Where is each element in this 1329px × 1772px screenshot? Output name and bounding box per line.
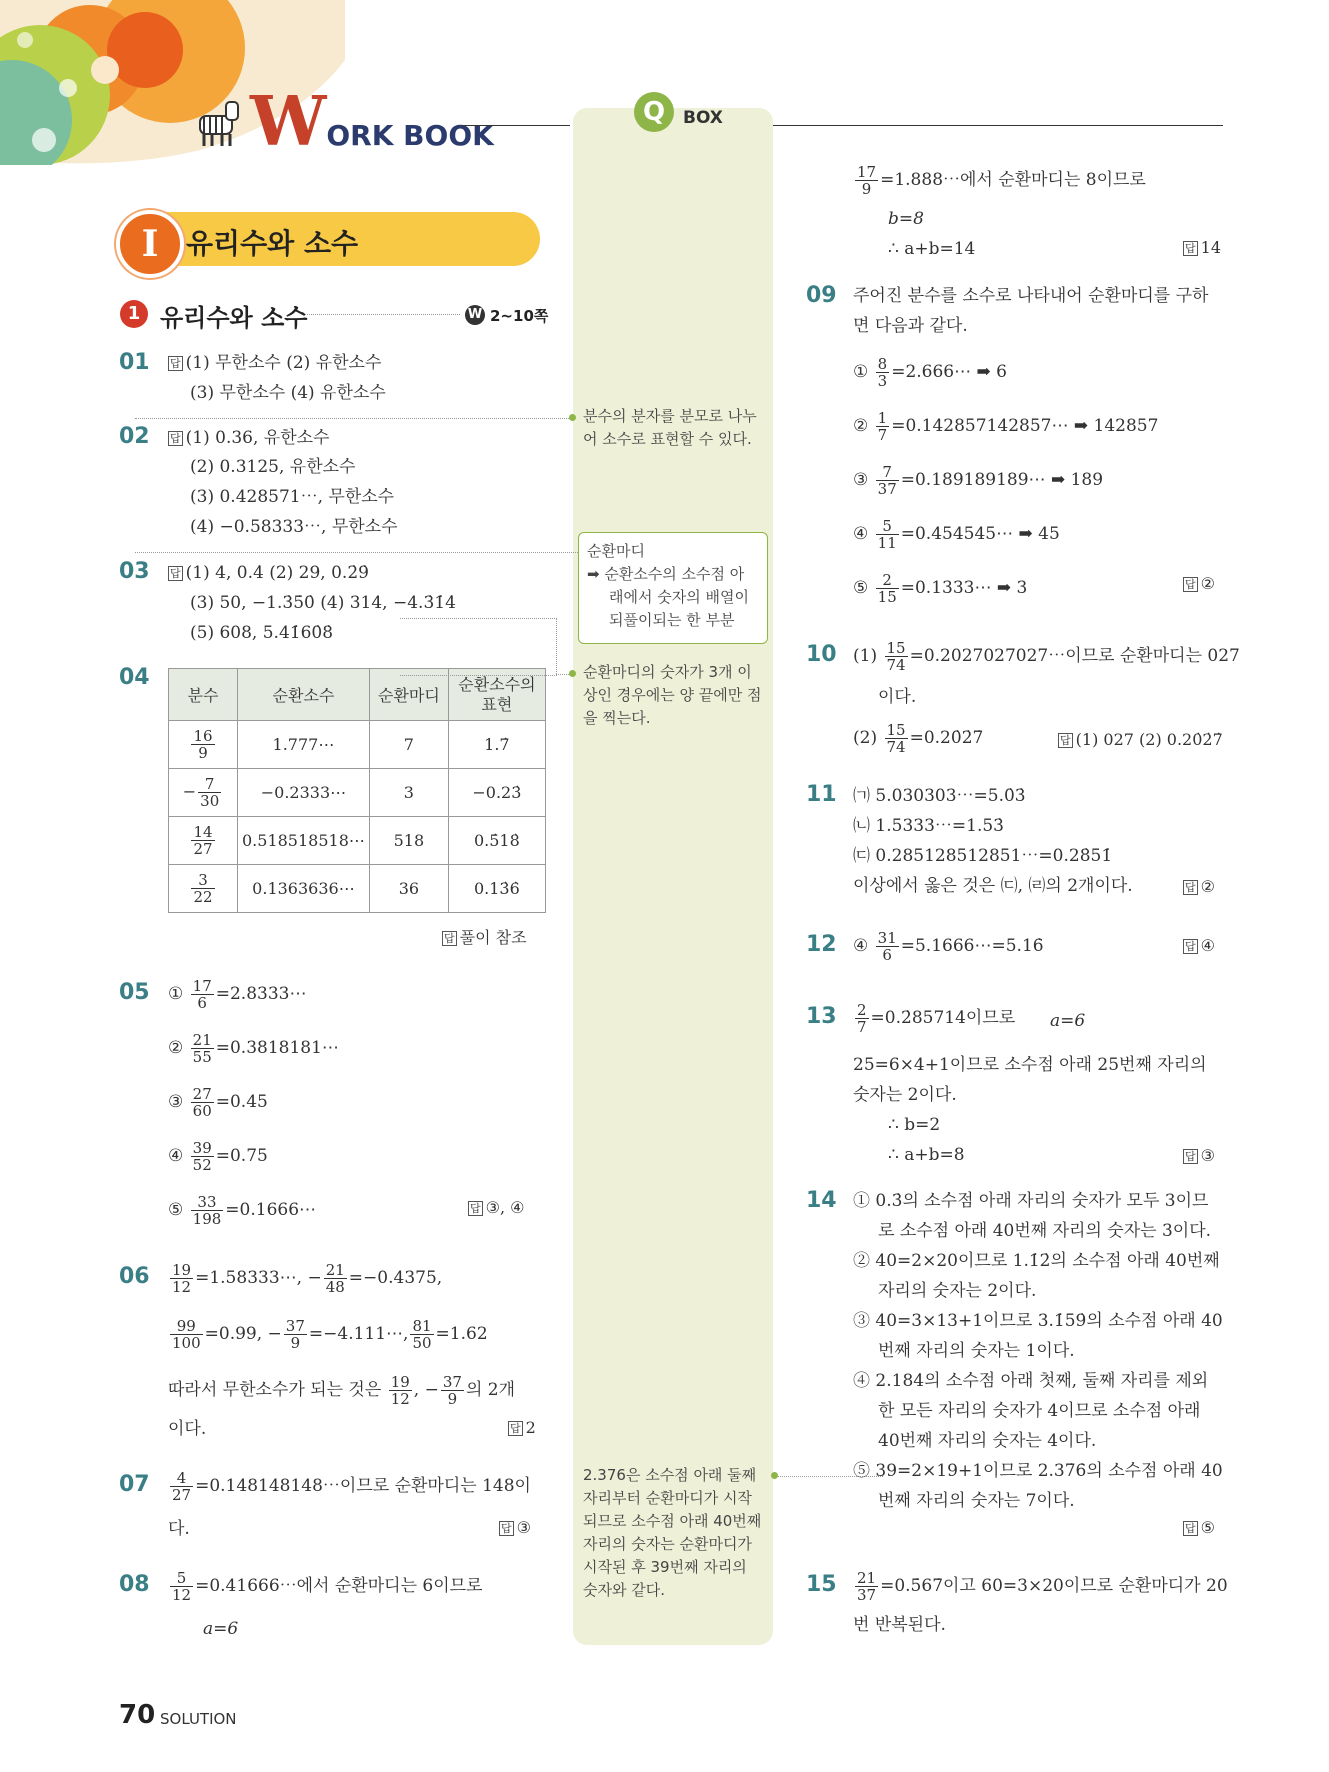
q13-line3: 숫자는 2이다. <box>853 1085 957 1105</box>
note-leader <box>135 418 573 419</box>
q14-line: 자리의 숫자는 2이다. <box>878 1281 1037 1301</box>
zebra-icon <box>192 96 247 151</box>
header-rule <box>462 125 570 126</box>
q05-item1: ① $\frac{17}{6}$ =2.8333⋯ <box>168 977 307 1012</box>
q13-answer-text: ③ <box>1200 1146 1215 1165</box>
q12-number: 12 <box>806 932 837 957</box>
section-pages: 2~10쪽 <box>490 307 549 325</box>
fraction: $\frac{7}{30}$ <box>200 775 220 810</box>
q11-number: 11 <box>806 782 837 807</box>
q09-item2: ② $\frac{1}{7}$ =0.142857142857⋯ ➡ 142857 <box>853 409 1159 444</box>
q11-answer <box>1183 877 1215 896</box>
header-rule-right <box>773 125 1223 126</box>
q13-answer <box>1183 1146 1215 1165</box>
section-number-badge: 1 <box>120 300 148 328</box>
q14-line: 한 모든 자리의 숫자가 4이므로 소수점 아래 <box>878 1401 1201 1421</box>
q05-item5: ⑤ $\frac{33}{198}$ =0.1666⋯ <box>168 1193 317 1228</box>
workbook-rest: ORK BOOK <box>326 119 494 152</box>
q02-line2: (2) 0.3125, 유한소수 <box>190 457 356 477</box>
fraction: $\frac{16}{9}$ <box>193 727 213 762</box>
note-leader <box>400 618 557 676</box>
workbook-title <box>250 82 494 162</box>
answer-box-icon: 답 <box>170 567 181 580</box>
q04-answer-text: 풀이 참조 <box>459 928 527 947</box>
q07-line1: $\frac{4}{27}$ =0.148148148⋯이므로 순환마디는 148이 <box>172 1469 531 1504</box>
answer-box-icon: 답 <box>501 1522 512 1535</box>
table-cell: 1.777⋯ <box>238 721 370 769</box>
table-row <box>169 817 546 865</box>
q09-item3: ③ $\frac{7}{37}$ =0.189189189⋯ ➡ 189 <box>853 463 1104 498</box>
table-cell: −0.23̇ <box>448 769 545 817</box>
q09-item5: ⑤ $\frac{2}{15}$ =0.1333⋯ ➡ 3 <box>853 571 1028 606</box>
q15-line2: 번 반복된다. <box>853 1615 946 1635</box>
q04-number: 04 <box>119 665 150 690</box>
q13-line2: 25=6×4+1이므로 소수점 아래 25번째 자리의 <box>853 1055 1207 1075</box>
q11-line2: ㈁ 1.5333⋯=1.53̇ <box>853 816 1004 836</box>
q03-line2: (3) 50, −1.3̇5̇0̇ (4) 314, −4.3̇1̇4̇ <box>190 593 456 613</box>
answer-box-icon: 답 <box>444 932 455 945</box>
q08-answer-text: 14 <box>1200 238 1221 257</box>
q05-number: 05 <box>119 980 150 1005</box>
q03-text1: (1) 4, 0.4̇ (2) 29, 0.2̇9̇ <box>185 563 369 583</box>
q12-answer <box>1183 936 1215 955</box>
q09-line1: 주어진 분수를 소수로 나타내어 순환마디를 구하 <box>853 286 1209 306</box>
table-cell: −0.2333⋯ <box>238 769 370 817</box>
q05-item2: ② $\frac{21}{55}$ =0.3818181⋯ <box>168 1031 339 1066</box>
q01-text1: (1) 무한소수 (2) 유한소수 <box>185 353 382 373</box>
answer-box-icon: 답 <box>170 432 181 445</box>
q01-line1 <box>168 352 381 374</box>
answer-box-icon: 답 <box>1060 734 1071 747</box>
q02-number: 02 <box>119 424 150 449</box>
table-header: 순환소수의 표현 <box>448 669 545 721</box>
page-number: 70 <box>119 1700 156 1730</box>
answer-box-icon: 답 <box>470 1202 481 1215</box>
q09-number: 09 <box>806 283 837 308</box>
table-row <box>169 721 546 769</box>
q08-number: 08 <box>119 1572 150 1597</box>
table-cell: 0.1363636⋯ <box>238 865 370 913</box>
note-dot <box>569 414 576 421</box>
answer-box-icon: 답 <box>170 357 181 370</box>
answer-box-icon: 답 <box>1185 1150 1196 1163</box>
qbox-note-2: 순환마디 ➡ 순환소수의 소수점 아 래에서 숫자의 배열이 되풀이되는 한 부분 <box>587 542 749 629</box>
q13-number: 13 <box>806 1004 837 1029</box>
q05-item4: ④ $\frac{39}{52}$ =0.75 <box>168 1139 268 1174</box>
q06-line2: $\frac{99}{100}$ =0.99, − $\frac{37}{9}$ =−4.111⋯, $\frac{81}{50}$ =1.62 <box>172 1317 488 1352</box>
workbook-w: W <box>250 82 327 162</box>
q14-line: ① 0.3̇의 소수점 아래 자리의 숫자가 모두 3이므 <box>853 1191 1209 1211</box>
q14-line: 번째 자리의 숫자는 1이다. <box>878 1341 1075 1361</box>
table-row <box>169 769 546 817</box>
q14-line: ④ 2.184̇의 소수점 아래 첫째, 둘째 자리를 제외 <box>853 1371 1209 1391</box>
q15-line1: $\frac{21}{37}$ =0.5̇67̇이고 60=3×20이므로 순환마디가 20 <box>857 1569 1228 1604</box>
qbox-note-4: 2.376은 소수점 아래 둘째 자리부터 순환마디가 시작 되므로 소수점 아래 40번째 자리의 숫자는 순환마디가 시작된 후 39번째 자리의 숫자와 같다. <box>583 1466 762 1599</box>
q08-line5: ∴ a+b=14 <box>888 239 976 259</box>
q03-line1 <box>168 562 369 584</box>
q11-answer-text: ② <box>1200 877 1215 896</box>
table-header: 분수 <box>169 669 238 721</box>
q05-answer <box>468 1198 525 1217</box>
answer-box-icon: 답 <box>1185 578 1196 591</box>
note-dot <box>569 670 576 677</box>
q01-number: 01 <box>119 350 150 375</box>
qbox-note-3: 순환마디의 숫자가 3개 이 상인 경우에는 양 끝에만 점 을 찍는다. <box>583 663 762 727</box>
qbox-label: BOX <box>683 108 723 128</box>
q09-answer <box>1183 574 1215 593</box>
q08-line4: b=8 <box>888 209 924 229</box>
q14-number: 14 <box>806 1188 837 1213</box>
answer-box-icon: 답 <box>1185 242 1196 255</box>
section-leader <box>305 314 460 315</box>
q06-line1: $\frac{19}{12}$ =1.58333⋯, − $\frac{21}{48}$ =−0.4375, <box>172 1261 443 1296</box>
q02-line4: (4) −0.58333⋯, 무한소수 <box>190 517 398 537</box>
table-row <box>169 865 546 913</box>
q09-item4: ④ $\frac{5}{11}$ =0.454545⋯ ➡ 45 <box>853 517 1060 552</box>
q-circle-icon: Q <box>634 92 674 132</box>
q06-answer-text: 2 <box>525 1418 536 1437</box>
table-cell: 36 <box>369 865 448 913</box>
q07-answer-text: ③ <box>516 1518 531 1537</box>
q14-answer-text: ⑤ <box>1200 1518 1215 1537</box>
table-cell: 3 <box>369 769 448 817</box>
qbox-column <box>573 108 773 1645</box>
note-dot <box>771 1472 778 1479</box>
q06-number: 06 <box>119 1264 150 1289</box>
footer-label: SOLUTION <box>160 1710 237 1728</box>
q08-line2: a=6 <box>203 1619 239 1639</box>
table-header: 순환마디 <box>369 669 448 721</box>
q13-line5: ∴ a+b=8 <box>888 1145 965 1165</box>
q11-line3: ㈂ 0.285128512851⋯=0.28̇51̇ <box>853 846 1113 866</box>
q12-answer-text: ④ <box>1200 936 1215 955</box>
q03-line3: (5) 608, 5.41̇60̇8̇ <box>190 623 334 643</box>
q02-line1 <box>168 427 329 449</box>
q11-line1: ㈀ 5.030303⋯=5.0̇3̇ <box>853 786 1026 806</box>
q09-line2: 면 다음과 같다. <box>853 316 968 336</box>
fraction: $\frac{14}{27}$ <box>193 823 213 858</box>
qbox-note-1: 분수의 분자를 분모로 나누 어 소수로 표현할 수 있다. <box>583 407 757 448</box>
q08-line3: $\frac{17}{9}$ =1.888⋯에서 순환마디는 8이므로 <box>857 163 1146 198</box>
q06-line3: 따라서 무한소수가 되는 것은 $\frac{19}{12}$ , − $\frac{37}{9}$ 의 2개 <box>168 1373 516 1408</box>
q14-answer <box>1183 1518 1215 1537</box>
q08-answer <box>1183 238 1221 257</box>
q06-answer <box>508 1418 536 1437</box>
section-title: 유리수와 소수 <box>160 304 308 332</box>
q13-a: a=6 <box>1050 1011 1086 1031</box>
q02-text1: (1) 0.36, 유한소수 <box>185 428 330 448</box>
table-cell: 0.13̇6̇ <box>448 865 545 913</box>
q03-number: 03 <box>119 559 150 584</box>
q04-table <box>168 668 546 913</box>
q06-line4: 이다. <box>168 1419 207 1439</box>
answer-box-icon: 답 <box>1185 881 1196 894</box>
chapter-numeral-badge: I <box>116 210 184 278</box>
q14-line: ⑤ 39=2×19+1이므로 2.37̇6̇의 소수점 아래 40 <box>853 1461 1223 1481</box>
answer-box-icon: 답 <box>1185 1522 1196 1535</box>
workbook-w-icon: W <box>465 305 485 325</box>
q13-line1: $\frac{2}{7}$ =0.2̇85714̇이므로 <box>857 1001 1016 1036</box>
q05-item3: ③ $\frac{27}{60}$ =0.45 <box>168 1085 268 1120</box>
sign: − <box>182 782 197 801</box>
q10-line1: (1) $\frac{15}{74}$ =0.2027027027⋯이므로 순환마디는 027 <box>853 639 1240 674</box>
q14-line: 번째 자리의 숫자는 7이다. <box>878 1491 1075 1511</box>
q04-table-wrap <box>168 668 546 913</box>
q07-answer <box>499 1518 531 1537</box>
q01-line2: (3) 무한소수 (4) 유한소수 <box>190 383 386 403</box>
fraction: $\frac{3}{22}$ <box>193 871 213 906</box>
table-cell: 7 <box>369 721 448 769</box>
q11-line4: 이상에서 옳은 것은 ㈂, ㈃의 2개이다. <box>853 876 1133 896</box>
q14-line: ③ 40=3×13+1이므로 3.1̇59̇의 소수점 아래 40 <box>853 1311 1223 1331</box>
answer-box-icon: 답 <box>510 1422 521 1435</box>
note-title: 순환마디 <box>587 542 645 560</box>
table-header: 순환소수 <box>238 669 370 721</box>
q10-line2: 이다. <box>878 687 917 707</box>
q10-answer <box>1058 730 1223 749</box>
q15-number: 15 <box>806 1572 837 1597</box>
q10-answer-text: (1) 027 (2) 0.20̇2̇7̇ <box>1075 730 1223 749</box>
q04-answer <box>442 925 527 948</box>
q14-line: 40번째 자리의 숫자는 4이다. <box>878 1431 1097 1451</box>
table-cell: 0.5̇18̇ <box>448 817 545 865</box>
chapter-title: 유리수와 소수 <box>186 227 359 260</box>
q02-line3: (3) 0.428571⋯, 무한소수 <box>190 487 395 507</box>
q14-line: 로 소수점 아래 40번째 자리의 숫자는 3이다. <box>878 1221 1212 1241</box>
table-cell: 1.7̇ <box>448 721 545 769</box>
q09-answer-text: ② <box>1200 574 1215 593</box>
q12-line1: ④ $\frac{31}{6}$ =5.1666⋯=5.16̇ <box>853 929 1044 964</box>
q07-number: 07 <box>119 1472 150 1497</box>
answer-box-icon: 답 <box>1185 940 1196 953</box>
table-cell: 0.518518518⋯ <box>238 817 370 865</box>
table-cell: 518 <box>369 817 448 865</box>
q05-answer-text: ③, ④ <box>485 1198 525 1217</box>
q09-item1: ① $\frac{8}{3}$ =2.666⋯ ➡ 6 <box>853 355 1007 390</box>
q13-line4: ∴ b=2 <box>888 1115 941 1135</box>
q14-line: ② 40=2×20이므로 1.1̇2̇의 소수점 아래 40번째 <box>853 1251 1220 1271</box>
q07-line2: 다. <box>168 1519 190 1539</box>
q10-line3: (2) $\frac{15}{74}$ =0.20̇2̇7̇ <box>853 721 984 756</box>
q08-line1: $\frac{5}{12}$ =0.41666⋯에서 순환마디는 6이므로 <box>172 1569 483 1604</box>
note-leader <box>135 552 578 553</box>
q10-number: 10 <box>806 642 837 667</box>
